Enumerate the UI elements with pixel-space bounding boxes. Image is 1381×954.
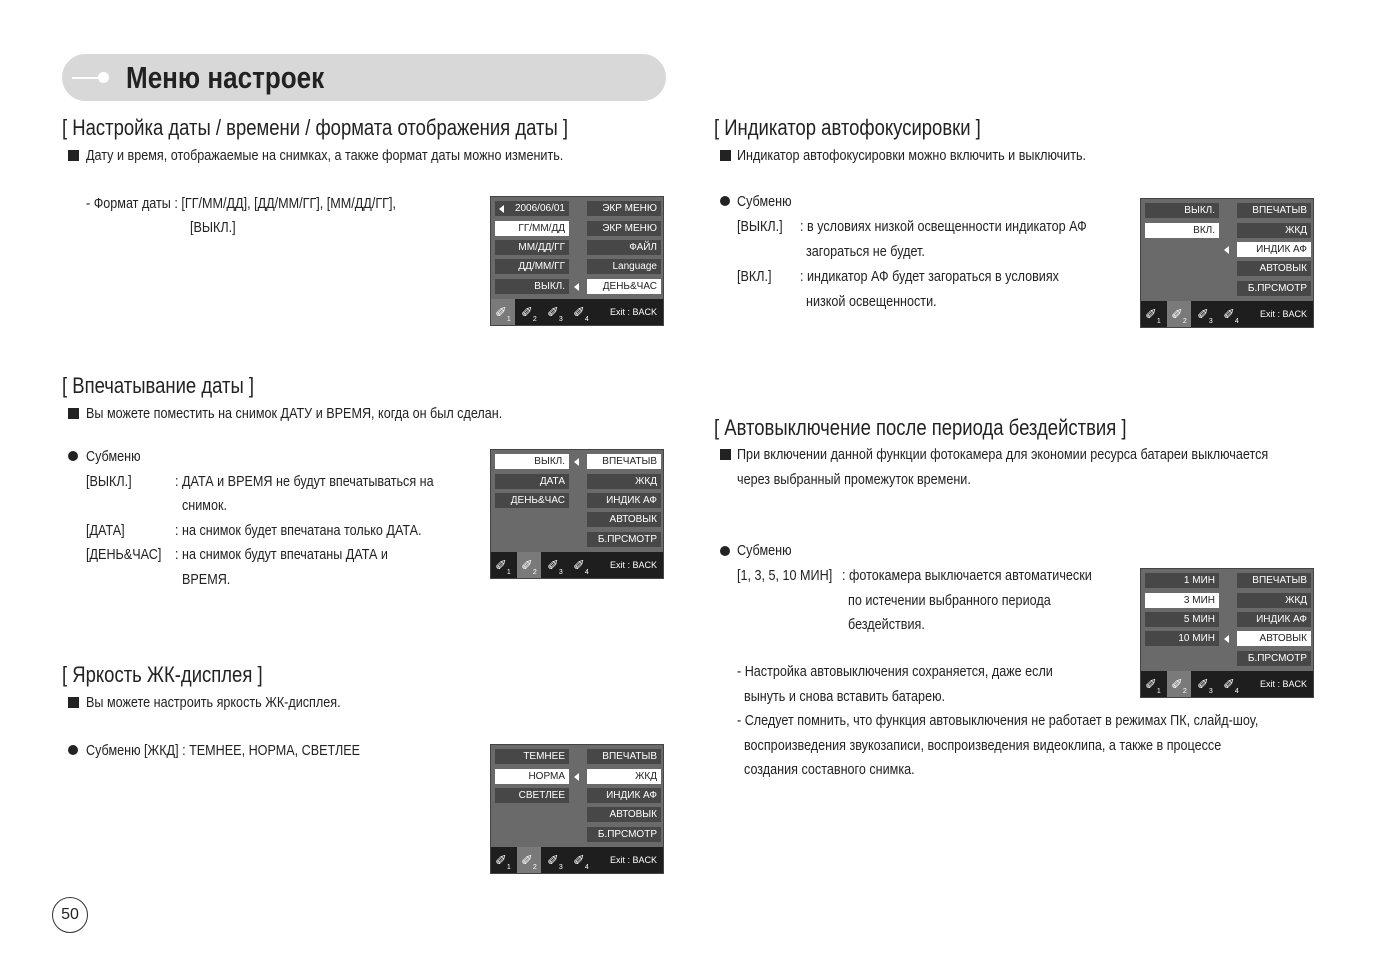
af-row-text: : в условиях низкой освещенности индикатор АФ [800,218,1087,235]
wrench-tab-2-icon: $✐_2$ [517,847,541,873]
screen-right-item: ЭКР МЕНЮ [587,221,661,236]
autooff-note: - Настройка автовыключения сохраняется, даже если [737,663,1053,680]
screen-right-item: ИНДИК АФ [587,788,661,803]
screen-tab-bar [1141,671,1313,697]
screen-left-item-selected: 3 МИН [1145,593,1219,608]
screen-left-item: ВЫКЛ. [495,279,569,294]
screen-left-item-selected: НОРМА [495,769,569,784]
af-row-text-cont: загораться не будет. [806,243,925,260]
wrench-tab-2-icon: $✐_2$ [521,304,537,323]
exit-back-label: Exit : BACK [609,307,657,317]
screen-right-item-selected: АВТОВЫК [1237,631,1311,646]
imprint-row-text-cont: ВРЕМЯ. [182,571,231,588]
arrow-left-icon [574,458,579,466]
wrench-tab-1-icon: $✐_1$ [495,852,511,871]
screen-right-item: ВПЕЧАТЫВ [1237,573,1311,588]
wrench-tab-2-icon: $✐_2$ [517,552,541,578]
autooff-note-cont: создания составного снимка. [744,761,915,778]
camera-screen-date [490,196,664,326]
imprint-row-text: : на снимок будут впечатаны ДАТА и [175,546,388,563]
af-row-text-cont: низкой освещенности. [806,293,937,310]
exit-back-label: Exit : BACK [1259,309,1307,319]
bullet-square-icon [720,150,731,161]
screen-right-item: ФАЙЛ [587,240,661,255]
autooff-submenu-label: Субменю [737,542,792,559]
imprint-section-description: Вы можете поместить на снимок ДАТУ и ВРЕМЯ, когда он был сделан. [86,405,503,422]
screen-right-item: Б.ПРСМОТР [1237,651,1311,666]
imprint-row-text-cont: снимок. [182,497,227,514]
date-section-heading: [ Настройка даты / времени / формата отображения даты ] [62,115,569,140]
arrow-left-icon [574,773,579,781]
screen-right-item: ВПЕЧАТЫВ [587,749,661,764]
screen-right-item: Language [587,259,661,274]
autooff-note-cont: воспроизведения звукозаписи, воспроизведения видеоклипа, а также в процессе [744,737,1222,754]
screen-left-item: 10 МИН [1145,631,1219,646]
autooff-description-cont: через выбранный промежуток времени. [737,471,971,488]
exit-back-label: Exit : BACK [609,560,657,570]
camera-screen-autooff [1140,568,1314,698]
arrow-left-icon [1224,246,1229,254]
screen-left-item-selected: ВЫКЛ. [495,454,569,469]
wrench-tab-4-icon: $✐_4$ [573,852,589,871]
screen-left-item: ДАТА [495,474,569,489]
af-section-heading: [ Индикатор автофокусировки ] [714,115,981,140]
date-format-line-cont: [ВЫКЛ.] [190,219,236,236]
wrench-tab-1-icon: $✐_1$ [491,299,515,325]
wrench-tab-2-icon: $✐_2$ [1167,301,1191,327]
wrench-tab-2-icon: $✐_2$ [1167,671,1191,697]
af-row-key: [ВКЛ.] [737,268,772,285]
screen-left-item: СВЕТЛЕЕ [495,788,569,803]
screen-right-item: ИНДИК АФ [1237,612,1311,627]
bullet-square-icon [720,449,731,460]
autooff-note: - Следует помнить, что функция автовыключения не работает в режимах ПК, слайд-шоу, [737,712,1259,729]
screen-right-item-selected: ДЕНЬ&ЧАС [587,279,661,294]
screen-left-item: ВЫКЛ. [1145,203,1219,218]
lcd-section-description: Вы можете настроить яркость ЖК-дисплея. [86,694,341,711]
imprint-row-key: [ДАТА] [86,522,125,539]
autooff-row-text-cont: по истечении выбранного периода [848,592,1051,609]
date-section-description: Дату и время, отображаемые на снимках, а также формат даты можно изменить. [86,147,564,164]
screen-right-item: Б.ПРСМОТР [1237,281,1311,296]
screen-right-item: ЖКД [1237,223,1311,238]
screen-left-item-selected: ВКЛ. [1145,223,1219,238]
af-row-key: [ВЫКЛ.] [737,218,783,235]
screen-left-item: 5 МИН [1145,612,1219,627]
screen-left-item: ММ/ДД/ГГ [495,240,569,255]
imprint-submenu-label: Субменю [86,448,141,465]
screen-right-item: АВТОВЫК [587,807,661,822]
af-row-text: : индикатор АФ будет загораться в условиях [800,268,1059,285]
imprint-row-text: : ДАТА и ВРЕМЯ не будут впечатываться на [175,473,434,490]
camera-screen-imprint [490,449,664,579]
screen-left-item: 1 МИН [1145,573,1219,588]
screen-left-item: 2006/06/01 [495,201,569,216]
wrench-tab-3-icon: $✐_3$ [547,557,563,576]
wrench-tab-1-icon: $✐_1$ [1145,676,1161,695]
wrench-tab-3-icon: $✐_3$ [1197,676,1213,695]
wrench-tab-1-icon: $✐_1$ [1145,306,1161,325]
arrow-left-icon [499,205,504,213]
autooff-section-heading: [ Автовыключение после периода бездействия ] [714,415,1127,440]
arrow-left-icon [574,283,579,291]
screen-right-item: ЭКР МЕНЮ [587,201,661,216]
autooff-row-text: : фотокамера выключается автоматически [842,567,1092,584]
screen-right-item-selected: ЖКД [587,769,661,784]
camera-screen-lcd [490,744,664,874]
wrench-tab-4-icon: $✐_4$ [1223,306,1239,325]
screen-right-item: АВТОВЫК [587,512,661,527]
wrench-tab-3-icon: $✐_3$ [547,304,563,323]
screen-tab-bar [491,299,663,325]
bullet-dot-icon [68,451,78,461]
lcd-section-heading: [ Яркость ЖК-дисплея ] [62,662,263,687]
autooff-note-cont: вынуть и снова вставить батарею. [744,688,946,705]
exit-back-label: Exit : BACK [1259,679,1307,689]
arrow-left-icon [1224,635,1229,643]
imprint-row-text: : на снимок будет впечатана только ДАТА. [175,522,422,539]
wrench-tab-4-icon: $✐_4$ [573,304,589,323]
wrench-tab-3-icon: $✐_3$ [1197,306,1213,325]
af-submenu-label: Субменю [737,193,792,210]
screen-right-item-selected: ИНДИК АФ [1237,242,1311,257]
page-number: 50 [52,897,88,933]
screen-right-item: ЖКД [587,474,661,489]
screen-left-item: ДЕНЬ&ЧАС [495,493,569,508]
banner-dot-decoration [98,72,109,83]
bullet-square-icon [68,408,79,419]
wrench-tab-4-icon: $✐_4$ [573,557,589,576]
af-section-description: Индикатор автофокусировки можно включить и выключить. [737,147,1087,164]
screen-right-item: ЖКД [1237,593,1311,608]
screen-tab-bar [1141,301,1313,327]
exit-back-label: Exit : BACK [609,855,657,865]
autooff-description: При включении данной функции фотокамера для экономии ресурса батареи выключается [737,446,1269,463]
screen-right-item: ВПЕЧАТЫВ [1237,203,1311,218]
screen-right-item: Б.ПРСМОТР [587,827,661,842]
wrench-tab-1-icon: $✐_1$ [495,557,511,576]
screen-left-item: ДД/ММ/ГГ [495,259,569,274]
page-title: Меню настроек [126,60,325,95]
bullet-square-icon [68,697,79,708]
screen-tab-bar [491,552,663,578]
bullet-dot-icon [720,196,730,206]
autooff-row-text-cont: бездействия. [848,616,925,633]
screen-right-item: ИНДИК АФ [587,493,661,508]
screen-right-item-selected: ВПЕЧАТЫВ [587,454,661,469]
autooff-row-key: [1, 3, 5, 10 МИН] [737,567,833,584]
screen-left-item: ТЕМНЕЕ [495,749,569,764]
wrench-tab-3-icon: $✐_3$ [547,852,563,871]
bullet-dot-icon [720,546,730,556]
date-format-line: - Формат даты : [ГГ/ММ/ДД], [ДД/ММ/ГГ], [ММ/ДД/ГГ], [86,195,396,212]
screen-tab-bar [491,847,663,873]
wrench-tab-4-icon: $✐_4$ [1223,676,1239,695]
imprint-row-key: [ДЕНЬ&ЧАС] [86,546,162,563]
screen-left-item-selected: ГГ/ММ/ДД [495,221,569,236]
screen-right-item: Б.ПРСМОТР [587,532,661,547]
camera-screen-af [1140,198,1314,328]
lcd-submenu-text: Субменю [ЖКД] : ТЕМНЕЕ, НОРМА, СВЕТЛЕЕ [86,742,361,759]
imprint-row-key: [ВЫКЛ.] [86,473,132,490]
bullet-square-icon [68,150,79,161]
imprint-section-heading: [ Впечатывание даты ] [62,373,255,398]
screen-right-item: АВТОВЫК [1237,261,1311,276]
bullet-dot-icon [68,745,78,755]
